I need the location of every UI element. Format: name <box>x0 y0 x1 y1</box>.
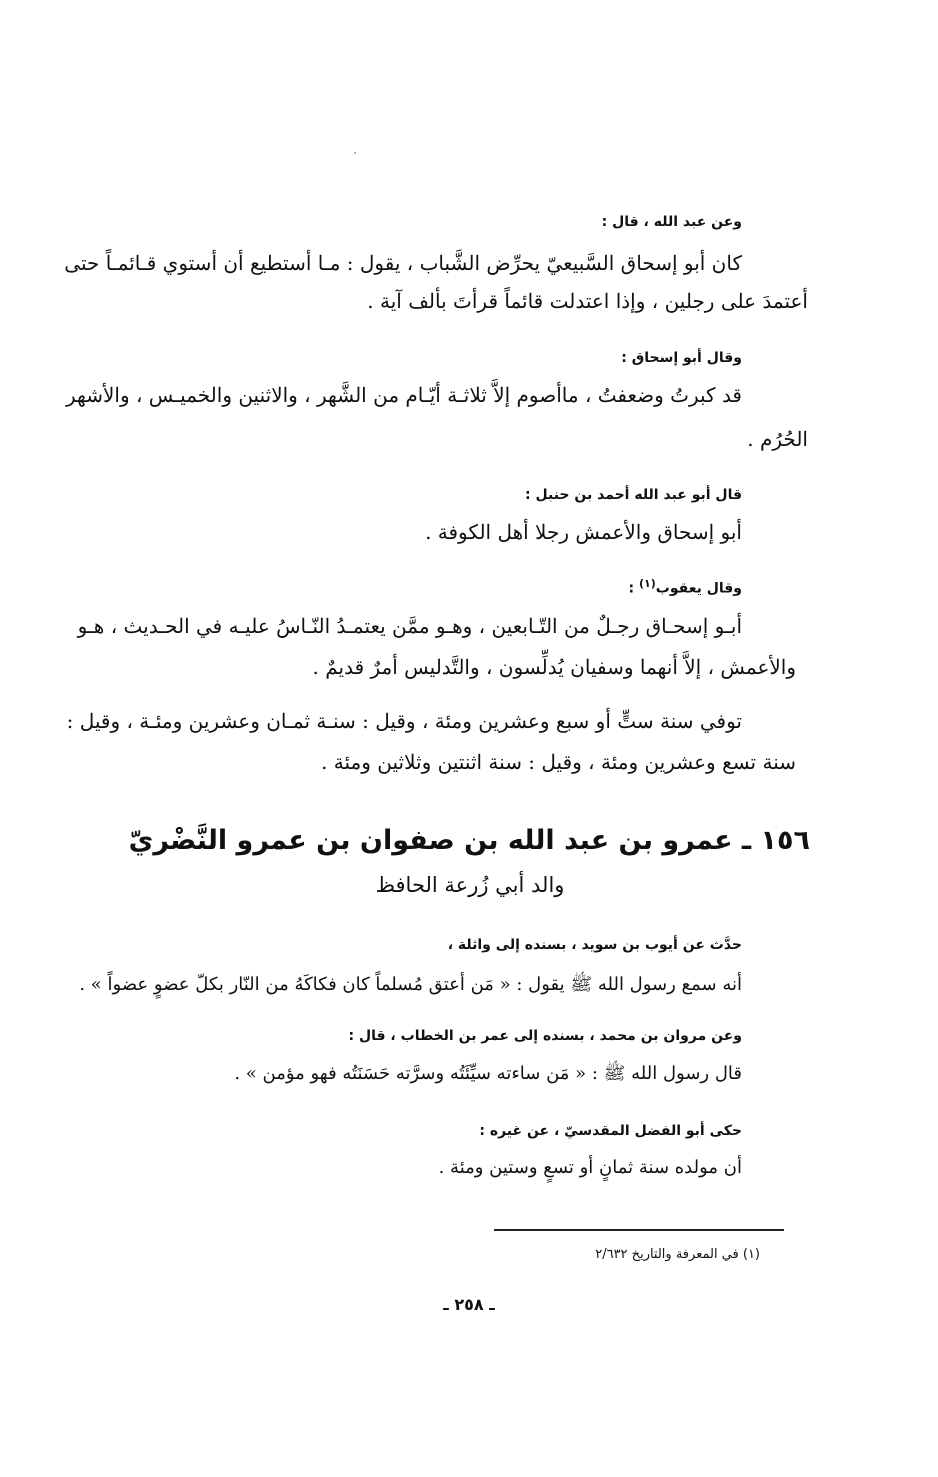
hadith-header: وعن مروان بن محمد ، بسنده إلى عمر بن الخطاب ، قال : <box>348 1028 742 1044</box>
entry-text-line: أبـو إسحـاق رجـلٌ من التّـابعين ، وهـو ممَّن يعتمـدُ النّـاسُ عليـه في الحـديث ، هـو <box>77 614 742 638</box>
entry-text-line: قد كبرتُ وضعفتُ ، ماأصوم إلاَّ ثلاثـة أيّـام من الشَّهر ، والاثنين والخميـس ، والأشهر <box>66 383 742 407</box>
hadith-header: حكى أبو الفضل المقدسيّ ، عن غيره : <box>479 1123 742 1139</box>
entry-text-line: الحُرُم . <box>747 427 808 451</box>
death-date-line: توفي سنة ستٍّ أو سبع وعشرين ومئة ، وقيل : سنـة ثمـان وعشرين ومئـة ، وقيل : <box>66 709 742 733</box>
entry-header-colon: : <box>628 580 639 597</box>
page-number: ـ ٢٥٨ ـ <box>443 1295 495 1314</box>
hadith-text: قال رسول الله ﷺ : « مَن ساءته سيِّئَتُه وسرَّته حَسَنَتُه فهو مؤمن » . <box>234 1063 742 1084</box>
hadith-header: حدَّث عن أيوب بن سويد ، بسنده إلى واثلة ، <box>447 937 742 953</box>
print-speck <box>354 152 356 154</box>
entry-text-line: والأعمش ، إلاَّ أنهما وسفيان يُدلِّسون ، والتَّدليس أمرٌ قديمٌ . <box>312 655 796 679</box>
entry-header: وقال أبو إسحاق : <box>621 350 742 366</box>
footnote: (١) في المعرفة والتاريخ ٢/٦٣٢ <box>595 1247 760 1262</box>
hadith-text: أن مولده سنة ثمانٍ أو تسعٍ وستين ومئة . <box>438 1157 742 1178</box>
biography-title: ١٥٦ ـ عمرو بن عبد الله بن صفوان بن عمرو النَّضْريّ <box>128 825 810 856</box>
biography-subtitle: والد أبي زُرعة الحافظ <box>375 873 565 897</box>
footnote-separator <box>494 1229 784 1231</box>
entry-header: قال أبو عبد الله أحمد بن حنبل : <box>525 487 742 503</box>
entry-text-line: كان أبو إسحاق السَّبيعيّ يحرِّض الشَّباب ، يقول : مـا أستطيع أن أستوي قـائمـاً حتى <box>64 251 742 275</box>
footnote-marker: (١) <box>638 577 656 590</box>
entry-header-label: وقال يعقوب <box>655 580 742 597</box>
entry-text-line: أبو إسحاق والأعمش رجلا أهل الكوفة . <box>425 520 742 544</box>
hadith-text: أنه سمع رسول الله ﷺ يقول : « مَن أعتق مُسلماً كان فكاكَهُ من النّار بكلّ عضوٍ عضواً » . <box>79 974 742 995</box>
entry-header <box>629 577 743 597</box>
entry-text-line: أعتمدَ على رجلين ، وإذا اعتدلت قائماً قرأتَ بألف آية . <box>367 289 808 313</box>
entry-header: وعن عبد الله ، قال : <box>601 214 742 230</box>
death-date-line: سنة تسع وعشرين ومئة ، وقيل : سنة اثنتين وثلاثين ومئة . <box>321 750 796 774</box>
